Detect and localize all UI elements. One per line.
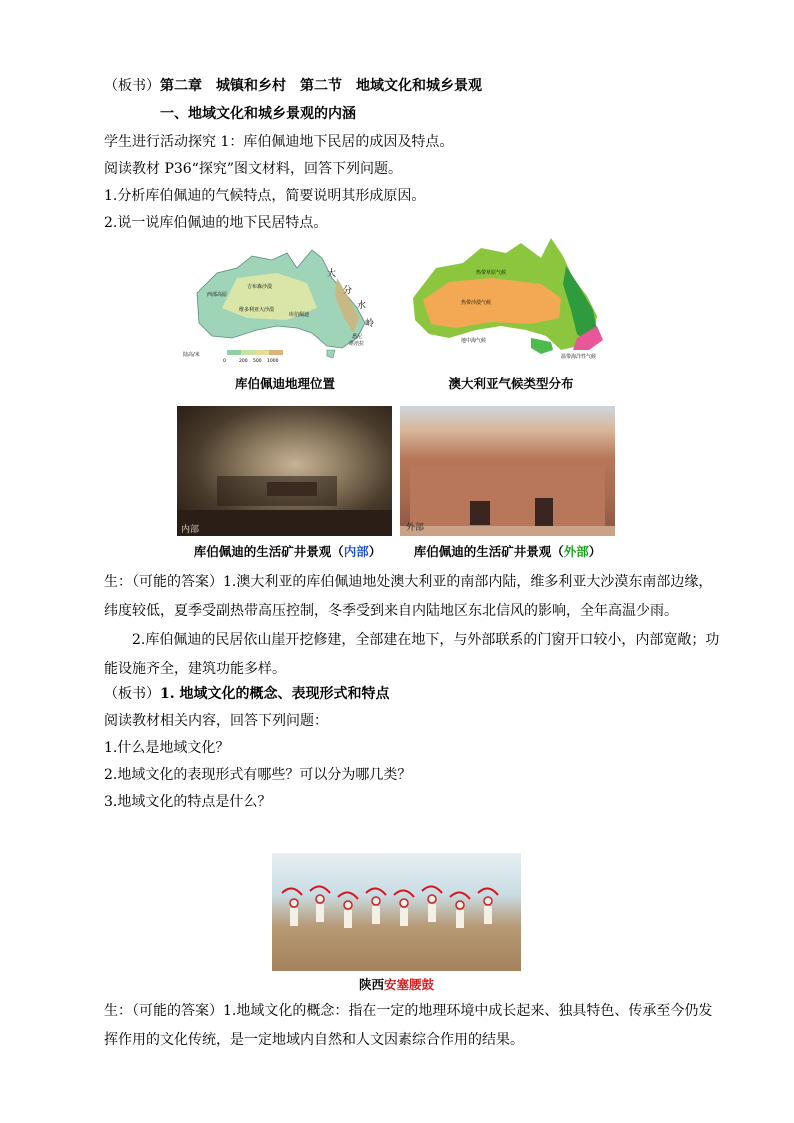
answer-1a-text: 生：（可能的答案）1.澳大利亚的库伯佩迪地处澳大利亚的南部内陆，维多利亚大沙漠东南部边缘，纬度较低，夏季受副热带高压控制，冬季受到来自内陆地区东北信风的影响，全年高温少雨。 [104,574,713,619]
question-4: 2.地域文化的表现形式有哪些？可以分为哪几类？ [104,767,412,783]
legend-tick: 0 [223,359,226,364]
legend-tick: 500 [253,359,262,364]
legend-swatch [269,350,283,355]
legend-swatch [241,350,255,355]
photo2-caption-mark: 外部 [563,544,589,559]
australia-topo-svg [177,238,392,368]
topography-map [177,238,392,368]
photo2-caption-end: ） [588,544,602,559]
map-label-da: 大 [327,269,337,279]
legend-swatch [255,350,269,355]
map-label-ling: 岭 [365,319,375,329]
question-3: 1.什么是地域文化？ [104,740,230,756]
photo1-caption [180,542,395,560]
photo1-caption-text: 库伯佩迪的生活矿井景观（ [193,544,344,559]
photo-tag-interior: 内部 [181,525,200,535]
map-label-sydney: 悉尼 [352,334,363,340]
map-label-gibson: 吉布森沙漠 [247,284,273,290]
mine-interior-photo [177,406,392,536]
question-2: 2.说一说库伯佩迪的地下民居特点。 [104,215,328,231]
photo1-caption-end: ） [368,544,382,559]
photo1-caption-mark: 内部 [343,544,369,559]
photo-tag-exterior: 外部 [406,523,425,533]
climate-label-oceanic: 温带海洋性气候 [561,354,597,360]
map-label-west: 西部高原 [207,292,228,298]
map-label-shui: 水 [357,301,367,311]
answer-1a [104,568,722,626]
read-instruction: 阅读教材 P36“探究”图文材料，回答下列问题。 [104,161,402,177]
board-prefix-2: （板书） [104,686,160,702]
waist-drum-photo [272,853,521,971]
dancers-svg [272,853,521,971]
subsection-heading [104,684,390,704]
chapter-heading [104,76,482,96]
chapter-title: 第二章 城镇和乡村 第二节 地域文化和城乡景观 [160,78,482,94]
climate-label-savanna: 热带草原气候 [476,270,507,276]
photo2-caption [400,542,615,560]
map2-caption: 澳大利亚气候类型分布 [448,376,574,391]
question-5: 3.地域文化的特点是什么？ [104,794,272,810]
photo3-caption [272,975,521,993]
mine-exterior-photo [400,406,615,536]
climate-label-mediterranean: 地中海气候 [461,338,487,344]
legend-tick: 200 [239,359,248,364]
map1-caption: 库伯佩迪地理位置 [234,376,335,391]
australia-climate-svg [401,238,621,368]
answer-2: 生：（可能的答案）1.地域文化的概念：指在一定的地理环境中成长起来、独具特色、传承至今仍发挥作用的文化传统，是一定地域内自然和人文因素综合作用的结果。 [104,1003,713,1048]
activity-text: 学生进行活动探究 1：库伯佩迪地下民居的成因及特点。 [104,134,454,150]
question-1: 1.分析库伯佩迪的气候特点，简要说明其形成原因。 [104,188,426,204]
map-label-victoria: 维多利亚大沙漠 [239,307,275,313]
climate-label-desert: 热带沙漠气候 [461,300,492,306]
legend-swatch [227,350,241,355]
map-label-fen: 分 [343,286,353,296]
map-label-coober: 库伯佩迪 [289,312,310,318]
photo3-caption-mark: 安塞腰鼓 [384,977,435,992]
legend-label: 陆高/米 [183,352,200,358]
section-heading: 一、地域文化和城乡景观的内涵 [160,106,356,122]
subsection-title: 1. 地域文化的概念、表现形式和特点 [160,686,390,702]
board-prefix: （板书） [104,78,160,94]
photo3-caption-text: 陕西 [358,977,384,992]
map-label-canberra: 堪培拉 [349,341,365,347]
legend-tick: 1000 [267,359,279,364]
read-instruction-2: 阅读教材相关内容，回答下列问题： [104,713,328,729]
answer-1b: 2.库伯佩迪的民居依山崖开挖修建，全部建在地下，与外部联系的门窗开口较小，内部宽敞；功能设施齐全，建筑功能多样。 [104,632,720,677]
climate-map [401,238,621,368]
photo2-caption-text: 库伯佩迪的生活矿井景观（ [413,544,564,559]
